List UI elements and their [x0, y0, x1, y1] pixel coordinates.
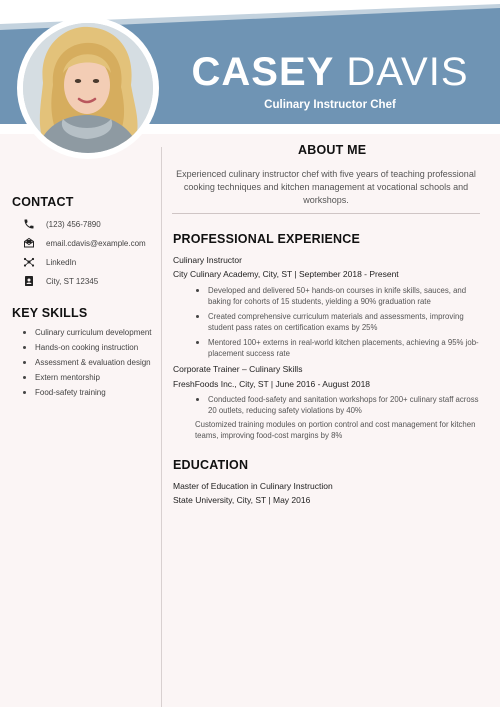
experience-title: PROFESSIONAL EXPERIENCE	[173, 232, 361, 246]
list-item: Developed and delivered 50+ hands-on courses in knife skills, sauces, and baking for cohorts of 15 students, yielding a 90% graduation rate	[195, 285, 485, 307]
list-item: Conducted food-safety and sanitation workshops for 200+ culinary staff across 20 outlets, reducing safety violations by 40%	[195, 394, 485, 416]
profile-photo	[17, 17, 159, 159]
job-2-org: FreshFoods Inc., City, ST | June 2016 - August 2018	[173, 379, 371, 389]
network-icon	[22, 255, 36, 269]
list-item: Food-safety training	[22, 387, 157, 398]
skills-list	[22, 327, 157, 402]
column-divider	[161, 147, 162, 707]
last-name: DAVIS	[346, 50, 469, 94]
contact-address-text: City, ST 12345	[46, 276, 99, 286]
contact-email[interactable]	[22, 236, 146, 250]
education-title: EDUCATION	[173, 458, 249, 472]
skills-title: KEY SKILLS	[12, 306, 88, 320]
list-item: Mentored 100+ externs in real-world kitchen placements, achieving a 95% job-placement success rate	[195, 337, 485, 359]
contact-title: CONTACT	[12, 195, 74, 209]
list-item: Extern mentorship	[22, 372, 157, 383]
education-school: State University, City, ST | May 2016	[173, 495, 311, 505]
contact-linkedin-text: LinkedIn	[46, 257, 77, 267]
contact-phone	[22, 217, 101, 231]
job-2-role: Corporate Trainer – Culinary Skills	[173, 364, 303, 374]
first-name: CASEY	[191, 50, 335, 94]
list-item: Assessment & evaluation design	[22, 357, 157, 368]
list-item: Culinary curriculum development	[22, 327, 157, 338]
education-degree: Master of Education in Culinary Instruction	[173, 481, 333, 491]
contact-phone-text: (123) 456-7890	[46, 219, 101, 229]
about-title: ABOUT ME	[298, 143, 367, 157]
contact-address	[22, 274, 98, 288]
job-1-role: Culinary Instructor	[173, 255, 242, 265]
profile-photo-illustration	[23, 23, 153, 153]
address-book-icon	[22, 274, 36, 288]
list-item: Created comprehensive curriculum materials and assessments, improving student pass rates on certification exams by 25%	[195, 311, 485, 333]
job-2-extra: Customized training modules on portion control and cost management for kitchen teams, improving food-cost margins by 8%	[195, 420, 476, 440]
job-1-org: City Culinary Academy, City, ST | September 2018 - Present	[173, 269, 399, 279]
about-text: Experienced culinary instructor chef with five years of teaching professional cooking techniques and kitchen management at vocational schools and workshops.	[176, 169, 476, 205]
phone-icon	[22, 217, 36, 231]
contact-email-text: email.cdavis@example.com	[46, 238, 146, 248]
job-title: Culinary Instructor Chef	[264, 99, 396, 111]
job-1-bullets	[195, 285, 485, 363]
contact-linkedin[interactable]	[22, 255, 76, 269]
job-2-bullets	[195, 394, 485, 420]
about-divider	[172, 213, 480, 214]
email-icon	[22, 236, 36, 250]
list-item: Hands-on cooking instruction	[22, 342, 157, 353]
candidate-name	[180, 50, 480, 95]
